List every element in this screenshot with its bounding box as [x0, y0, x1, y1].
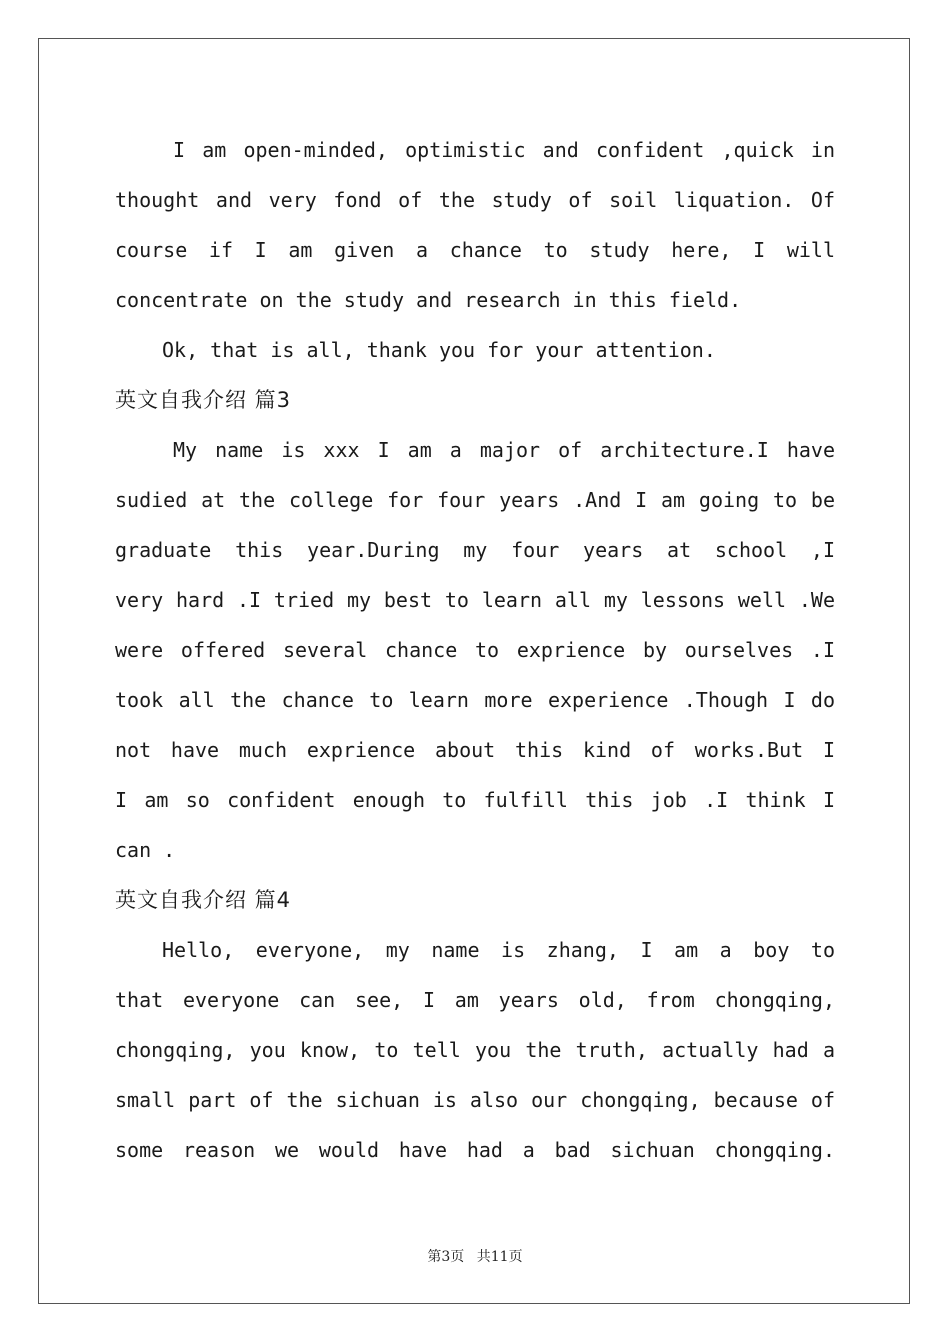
page-footer — [0, 1246, 950, 1266]
section-heading-4: 英文自我介绍 篇4 — [115, 888, 292, 912]
paragraph-line: were offered several chance to exprience by ourselves .I — [115, 638, 835, 662]
document-body — [115, 125, 835, 1175]
paragraph-line: took all the chance to learn more experience .Though I do — [115, 688, 835, 712]
paragraph-architecture — [115, 425, 835, 875]
paragraph-line: sudied at the college for four years .And I am going to be — [115, 488, 835, 512]
paragraph-zhang — [115, 925, 835, 1175]
paragraph-closing — [115, 325, 835, 375]
paragraph-line: chongqing, you know, to tell you the truth, actually had a — [115, 1038, 835, 1062]
paragraph-line: that everyone can see, I am years old, from chongqing, — [115, 988, 835, 1012]
paragraph-line: Ok, that is all, thank you for your attention. — [162, 338, 716, 362]
paragraph-line: not have much exprience about this kind of works.But I — [115, 738, 835, 762]
paragraph-line: My name is xxx I am a major of architecture.I have — [173, 438, 835, 462]
paragraph-line: I am so confident enough to fulfill this job .I think I — [115, 788, 835, 812]
paragraph-line: small part of the sichuan is also our chongqing, because of — [115, 1088, 835, 1112]
paragraph-line: Hello, everyone, my name is zhang, I am a boy to — [162, 938, 835, 962]
paragraph-line: I am open-minded, optimistic and confident ,quick in — [173, 138, 835, 162]
paragraph-line: graduate this year.During my four years at school ,I — [115, 538, 835, 562]
paragraph-line: concentrate on the study and research in this field. — [115, 288, 742, 312]
paragraph-line: some reason we would have had a bad sichuan chongqing. — [115, 1138, 835, 1162]
paragraph-line: thought and very fond of the study of soil liquation. Of — [115, 188, 835, 212]
page-total: 共11页 — [476, 1249, 523, 1265]
paragraph-line: very hard .I tried my best to learn all my lessons well .We — [115, 588, 835, 612]
paragraph-open-minded — [115, 125, 835, 325]
section-heading-3: 英文自我介绍 篇3 — [115, 388, 292, 412]
page-number: 第3页 — [427, 1249, 465, 1265]
paragraph-line: can . — [115, 838, 176, 862]
paragraph-line: course if I am given a chance to study here, I will — [115, 238, 835, 262]
